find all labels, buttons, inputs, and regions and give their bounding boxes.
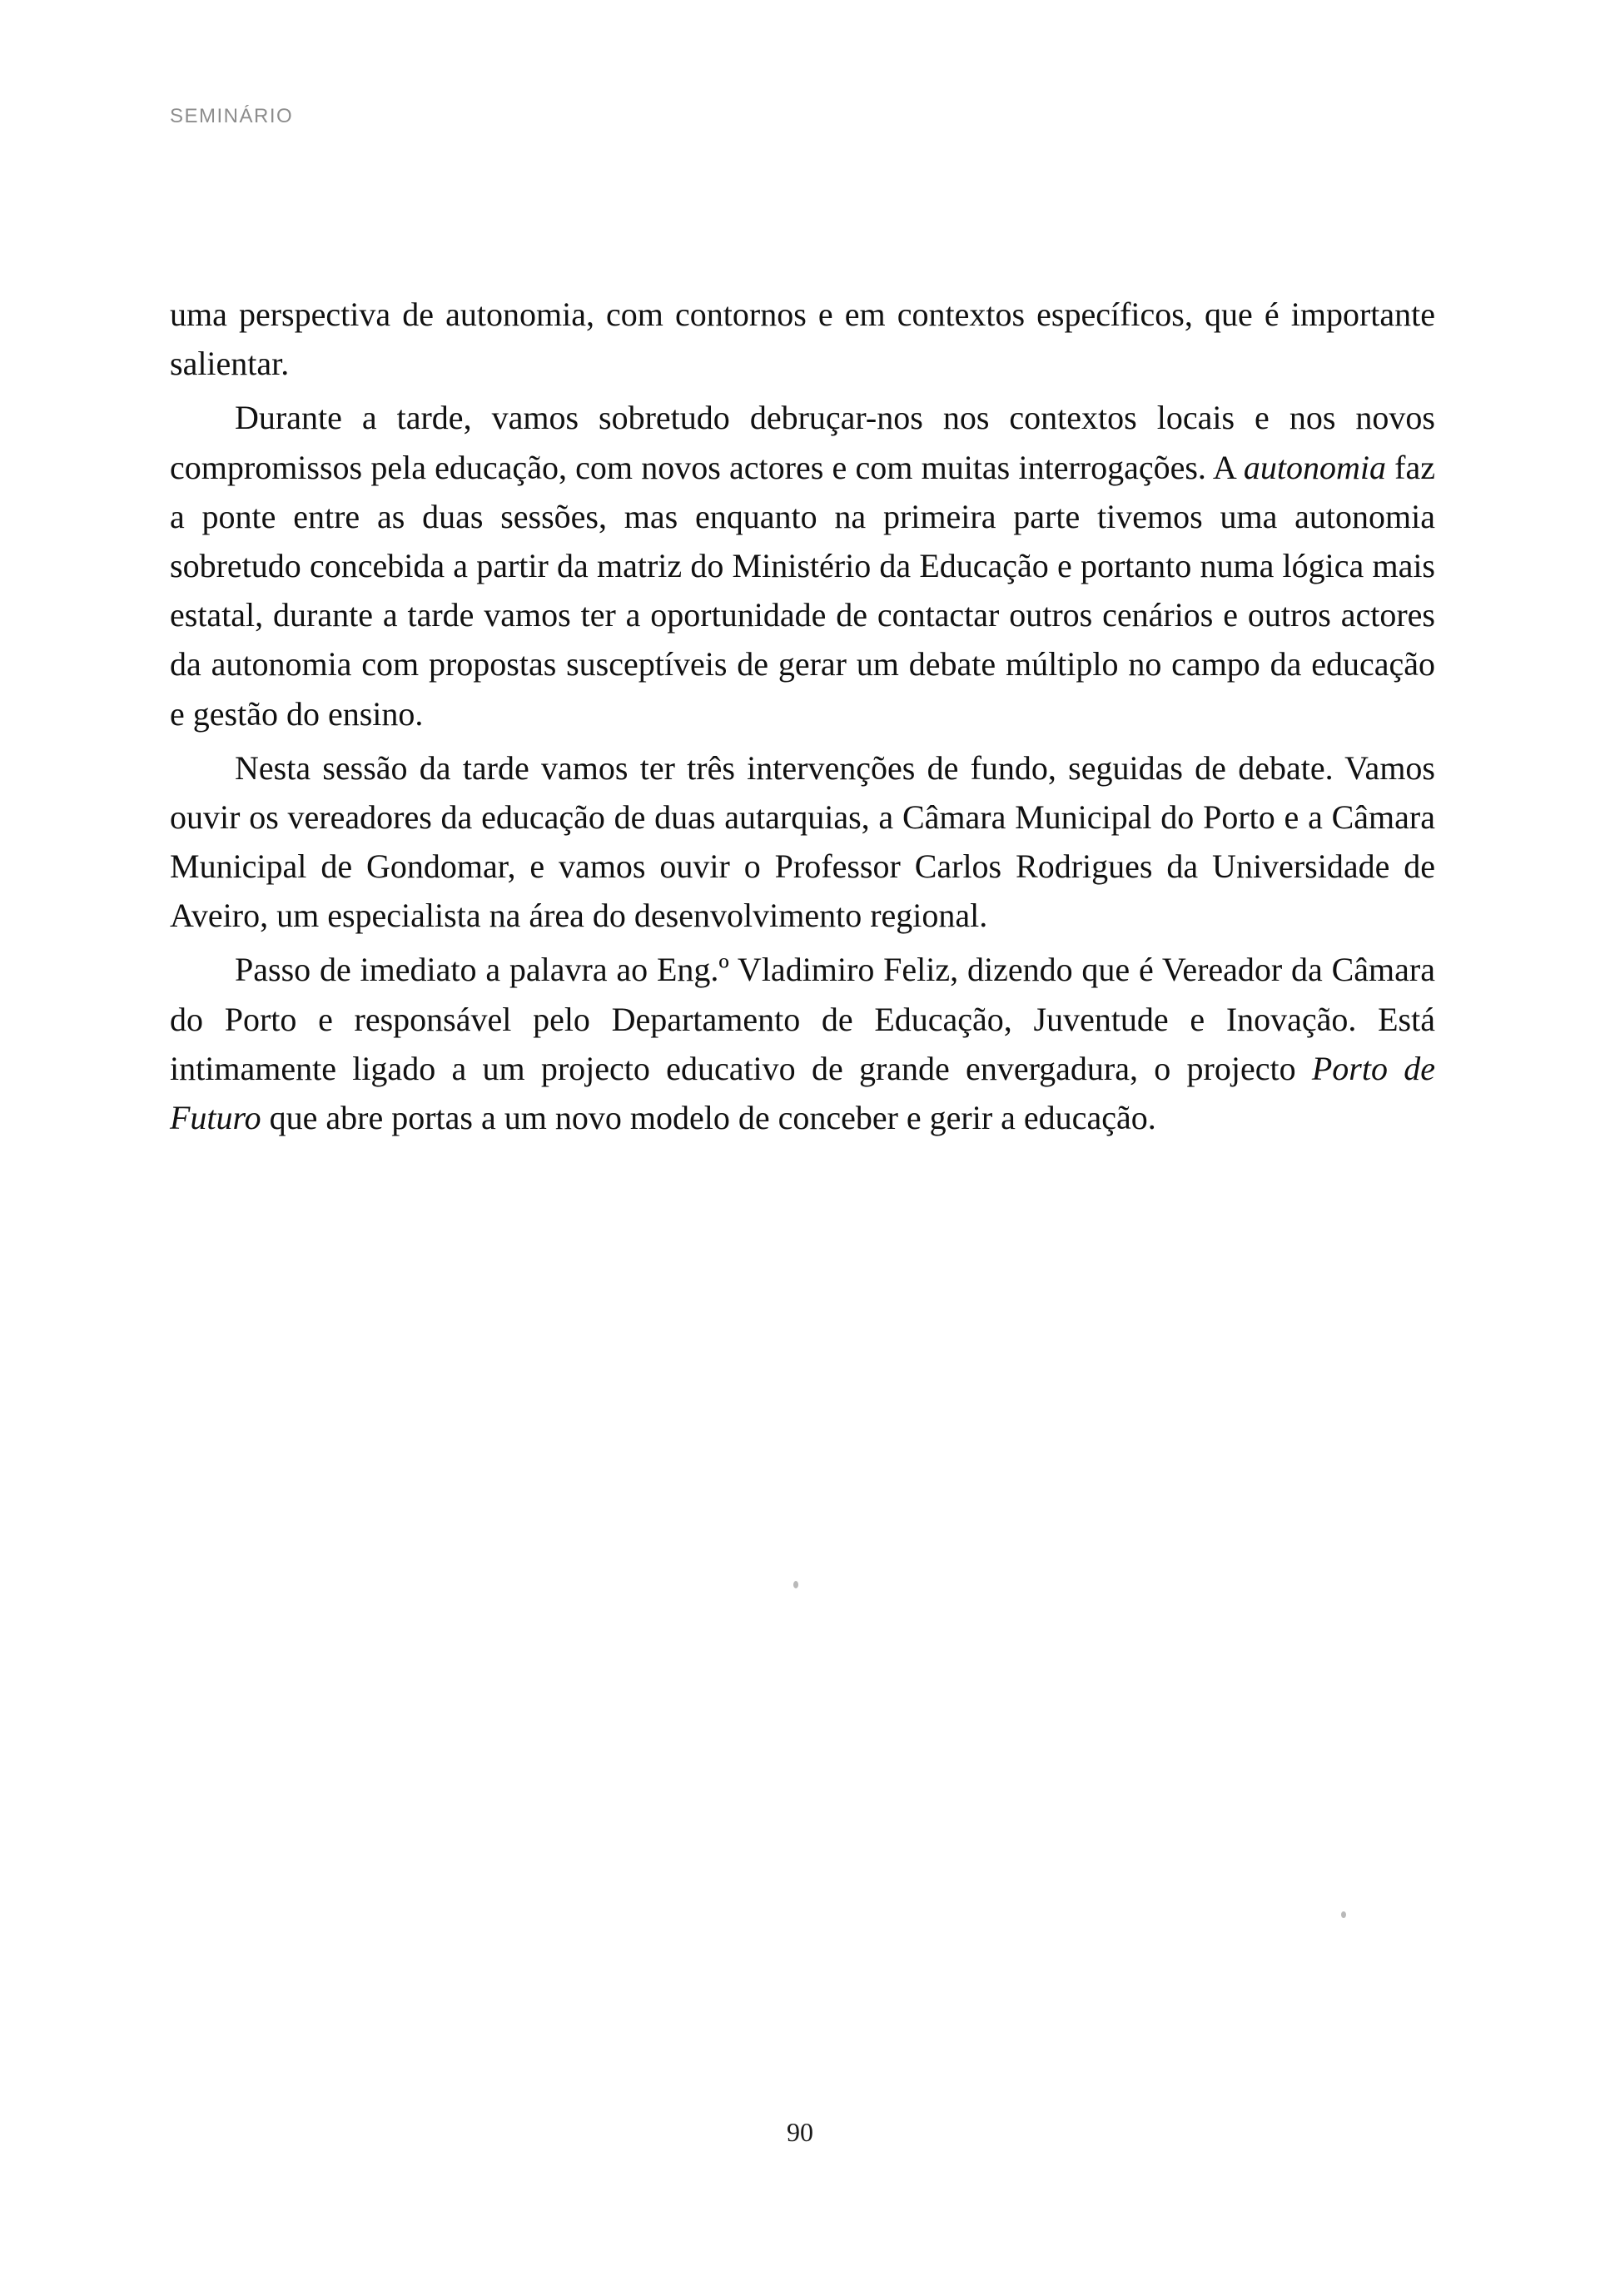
paragraph-2-italic: autonomia	[1243, 448, 1386, 486]
paragraph-1: uma perspectiva de autonomia, com contornos e em contextos específicos, que é importante salientar.	[170, 296, 1435, 383]
body-text-block	[170, 290, 1435, 1147]
scan-speck-icon	[1341, 1911, 1346, 1918]
scan-speck-icon	[793, 1581, 798, 1588]
paragraph-4	[170, 945, 1435, 1142]
paragraph-4-part-b: que abre portas a um novo modelo de conceber e gerir a educação.	[261, 1099, 1156, 1136]
running-head: SEMINÁRIO	[170, 105, 294, 127]
paragraph-4-part-a: Passo de imediato a palavra ao Eng.º Vladimiro Feliz, dizendo que é Vereador da Câmara do Porto e responsável pelo Departamento de Educação, Juventude e Inovação. Está intimamente ligado a um projecto educativo de grande envergadura, o projecto	[170, 951, 1435, 1087]
paragraph-2-part-b: faz a ponte entre as duas sessões, mas enquanto na primeira parte tivemos uma autonomia sobretudo concebida a partir da matriz do Ministério da Educação e portanto numa lógica mais estatal, durante a tarde vamos ter a oportunidade de contactar outros cenários e outros actores da autonomia com propostas susceptíveis de gerar um debate múltiplo no campo da educação e gestão do ensino.	[170, 448, 1436, 733]
paragraph-2-part-a: Durante a tarde, vamos sobretudo debruçar-nos nos contextos locais e nos novos compromissos pela educação, com novos actores e com muitas interrogações. A	[170, 399, 1435, 486]
page-number: 90	[787, 2117, 813, 2147]
paragraph-4-italic: Porto de Futuro	[170, 1049, 1435, 1136]
paragraph-2	[170, 393, 1435, 738]
paragraph-3: Nesta sessão da tarde vamos ter três intervenções de fundo, seguidas de debate. Vamos ouvir os vereadores da educação de duas autarquias, a Câmara Municipal do Porto e a Câmara Municipal de Gondomar, e vamos ouvir o Professor Carlos Rodrigues da Universidade de Aveiro, um especialista na área do desenvolvimento regional.	[170, 748, 1435, 935]
